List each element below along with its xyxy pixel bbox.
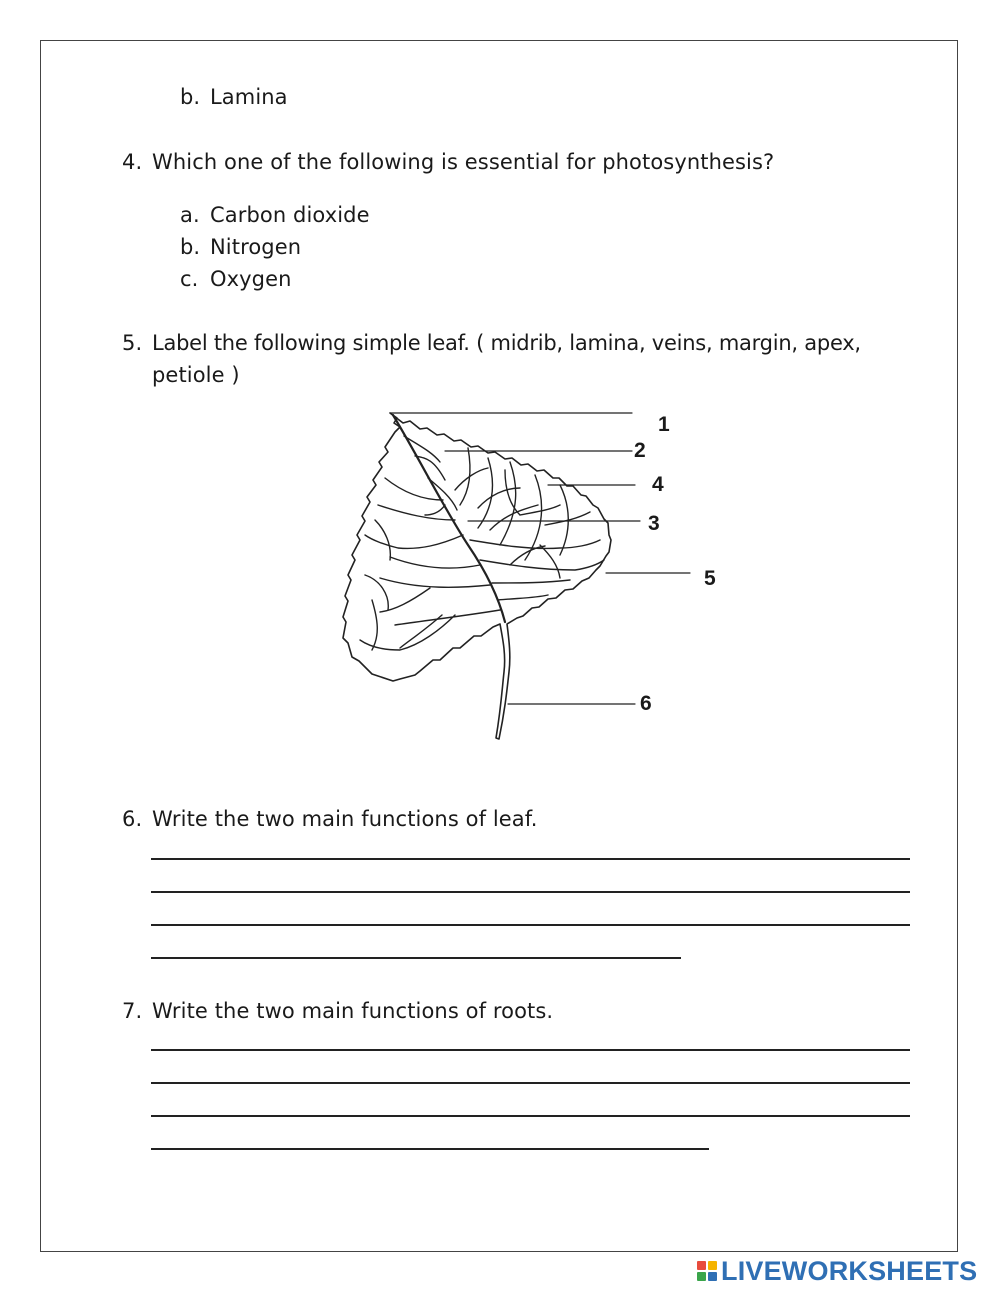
- leaf-outline: [343, 413, 611, 739]
- diagram-label-5: 5: [704, 567, 716, 590]
- liveworksheets-logo: [697, 1253, 977, 1289]
- answer-line[interactable]: [151, 924, 910, 926]
- answer-line[interactable]: [151, 1148, 709, 1150]
- question-text: Label the following simple leaf. ( midrib, lamina, veins, margin, apex,: [152, 331, 861, 355]
- question-number: 7.: [122, 999, 143, 1023]
- answer-line[interactable]: [151, 891, 910, 893]
- answer-line[interactable]: [151, 1115, 910, 1117]
- question-number: 6.: [122, 807, 143, 831]
- answer-line[interactable]: [151, 1049, 910, 1051]
- question-number: 5.: [122, 331, 143, 355]
- question-text: Which one of the following is essential for photosynthesis?: [152, 150, 775, 174]
- option-text: Nitrogen: [210, 235, 302, 259]
- question-5-continued: petiole ): [152, 363, 240, 387]
- diagram-label-3: 3: [648, 512, 660, 535]
- option-text: Carbon dioxide: [210, 203, 370, 227]
- diagram-label-4: 4: [652, 473, 664, 496]
- logo-block: [708, 1272, 717, 1281]
- question-text: Write the two main functions of leaf.: [152, 807, 538, 831]
- option-text: Oxygen: [210, 267, 292, 291]
- option-letter: a.: [180, 203, 200, 227]
- answer-line[interactable]: [151, 957, 681, 959]
- diagram-label-6: 6: [640, 692, 652, 715]
- leaf-diagram: [320, 400, 740, 745]
- question-number: 4.: [122, 150, 143, 174]
- leaf-midrib: [393, 415, 505, 622]
- logo-blocks-icon: [697, 1261, 717, 1281]
- brand-name: LIVEWORKSHEETS: [721, 1255, 978, 1286]
- answer-line[interactable]: [151, 1082, 910, 1084]
- logo-block: [697, 1272, 706, 1281]
- diagram-label-2: 2: [634, 439, 646, 462]
- question-text: Write the two main functions of roots.: [152, 999, 554, 1023]
- answer-line[interactable]: [151, 858, 910, 860]
- option-letter: b.: [180, 235, 201, 259]
- diagram-label-1: 1: [658, 413, 670, 436]
- logo-block: [697, 1261, 706, 1270]
- option-letter: b.: [180, 85, 201, 109]
- leaf-veins: [360, 436, 604, 650]
- option-letter: c.: [180, 267, 199, 291]
- logo-block: [708, 1261, 717, 1270]
- option-text: Lamina: [210, 85, 288, 109]
